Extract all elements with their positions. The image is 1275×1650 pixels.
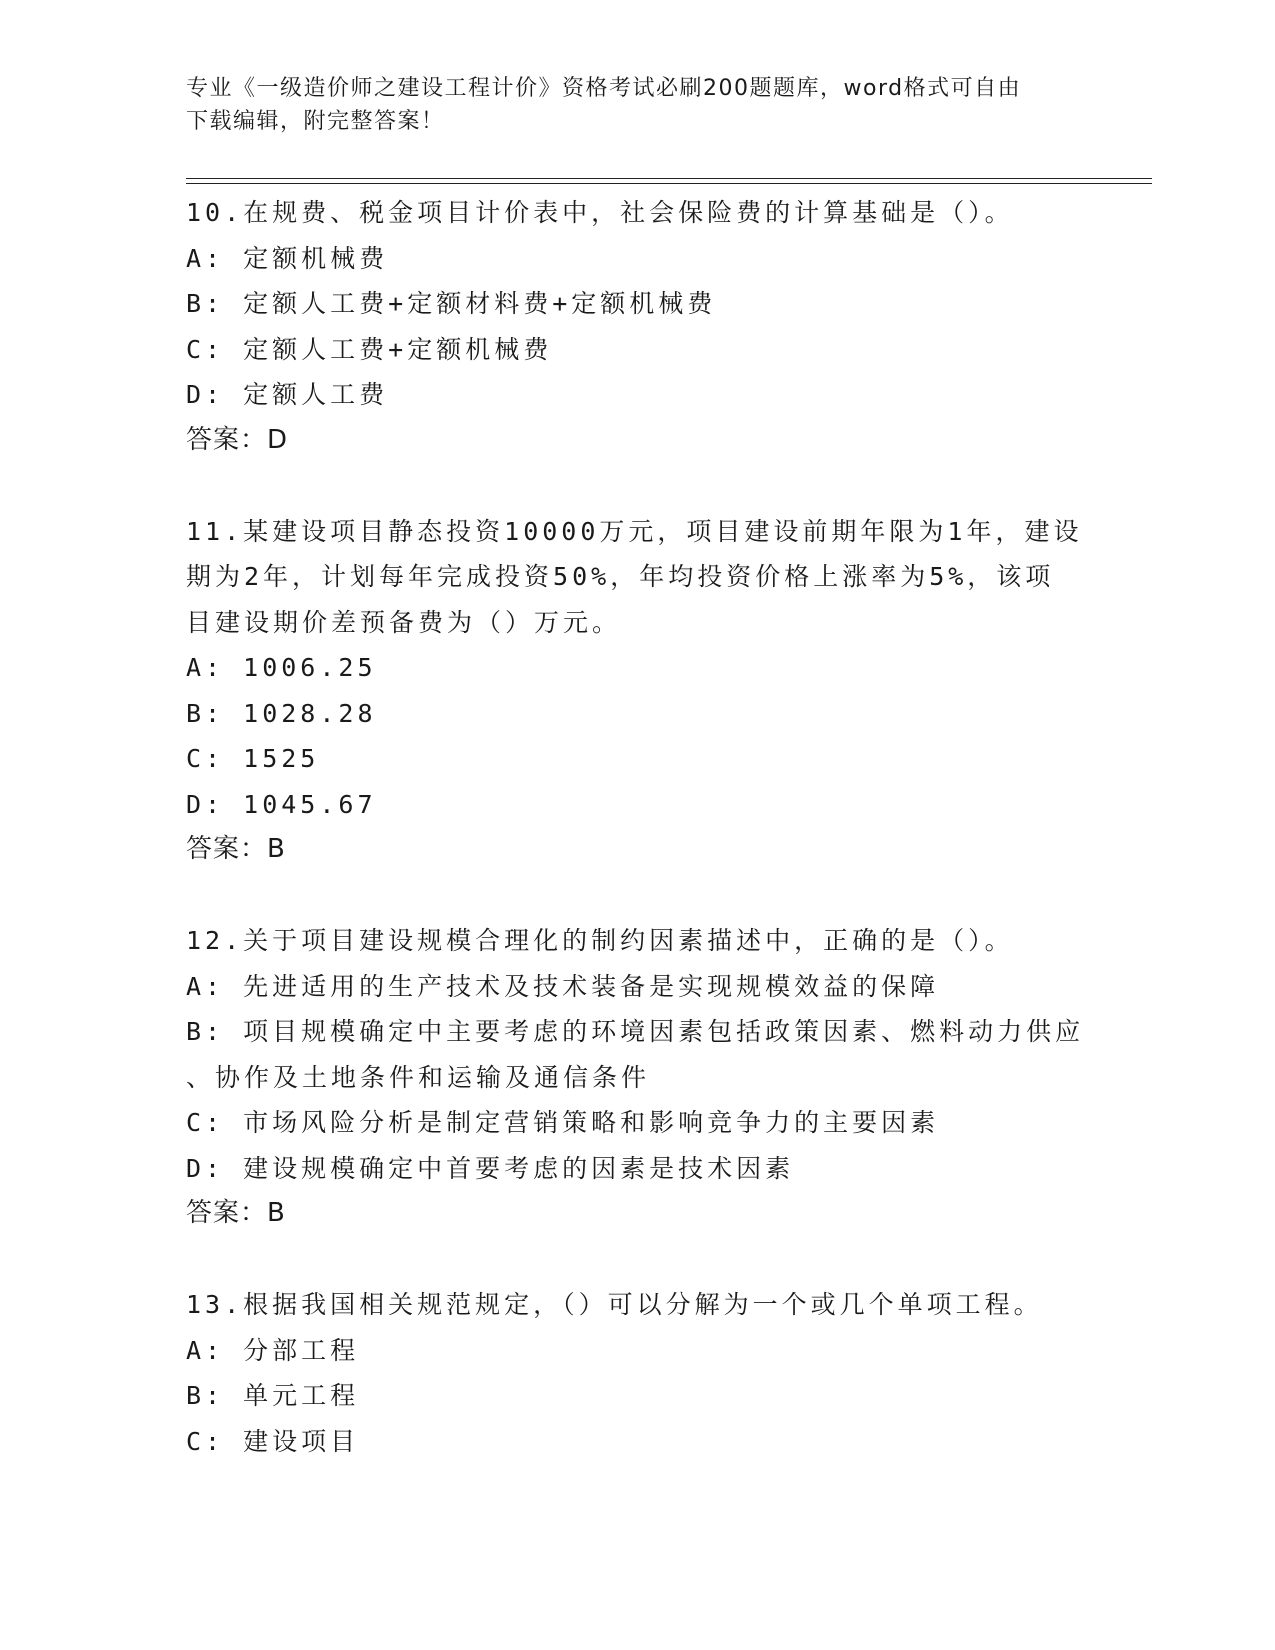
option-c: C: 1525 [186,744,320,773]
option-c: C: 市场风险分析是制定营销策略和影响竞争力的主要因素 [186,1108,940,1137]
question-12 [186,918,1086,1237]
question-list [186,190,1086,1464]
question-stem-line-1: 11.某建设项目静态投资10000万元，项目建设前期年限为1年，建设 [186,516,1083,546]
question-stem: 10.在规费、税金项目计价表中，社会保险费的计算基础是（）。 [186,198,1014,227]
answer-line: 答案：D [186,424,289,455]
option-b: B: 项目规模确定中主要考虑的环境因素包括政策因素、燃料动力供应 [186,1017,1085,1046]
spacer [186,1237,1086,1283]
question-stem-line-2: 期为2年，计划每年完成投资50%，年均投资价格上涨率为5%，该项 [186,562,1055,591]
header-divider-bottom [186,183,1152,184]
option-b: B: 单元工程 [186,1381,360,1410]
option-c: C: 建设项目 [186,1426,360,1456]
header-divider-top [186,178,1152,179]
document-header [186,72,1076,138]
option-d: D: 1045.67 [186,789,377,819]
answer-line: 答案：B [186,1198,286,1228]
question-13 [186,1282,1086,1464]
spacer [186,873,1086,919]
header-line-1: 专业《一级造价师之建设工程计价》资格考试必刷200题题库，word格式可自由 [186,76,1022,101]
option-b-continued: 、协作及土地条件和运输及通信条件 [186,1062,651,1092]
option-a: A: 定额机械费 [186,243,389,273]
option-d: D: 定额人工费 [186,380,389,409]
question-stem-line-3: 目建设期价差预备费为（）万元。 [186,607,622,637]
question-stem: 12.关于项目建设规模合理化的制约因素描述中，正确的是（）。 [186,926,1014,955]
option-a: A: 分部工程 [186,1335,360,1365]
question-11 [186,509,1086,873]
option-a: A: 1006.25 [186,653,377,682]
header-line-2: 下载编辑，附完整答案！ [186,109,445,134]
question-stem: 13.根据我国相关规范规定，（）可以分解为一个或几个单项工程。 [186,1290,1043,1319]
option-a: A: 先进适用的生产技术及技术装备是实现规模效益的保障 [186,971,940,1001]
question-10 [186,190,1086,463]
option-b: B: 定额人工费+定额材料费+定额机械费 [186,289,717,318]
spacer [186,463,1086,509]
option-c: C: 定额人工费+定额机械费 [186,334,553,364]
answer-line: 答案：B [186,834,286,864]
option-b: B: 1028.28 [186,698,377,728]
option-d: D: 建设规模确定中首要考虑的因素是技术因素 [186,1153,795,1183]
